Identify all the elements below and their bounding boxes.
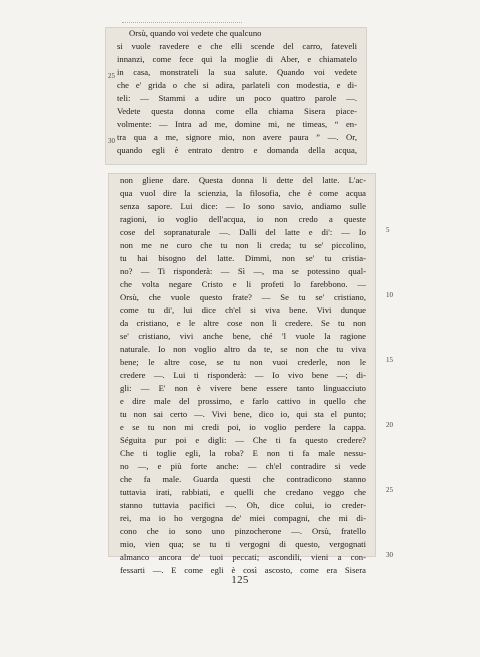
margin-line-number: 30 [108, 137, 115, 145]
text-line: credere —. Lui ti risponderà: — Io vivo bene —; di- [120, 370, 366, 380]
text-line: tu hai bisogno del latte. Dimmi, non se' tu cristia- [120, 253, 366, 263]
margin-line-number: 30 [386, 551, 393, 559]
text-line: non gliene dare. Questa donna li dette del latte. L'ac- [120, 175, 366, 185]
clipping-1-text [117, 27, 357, 157]
page-number: 125 [231, 574, 249, 586]
text-line: senza sapore. Lui dice: — Io sono savio, andiamo sulle [120, 201, 366, 211]
text-clipping-2 [108, 173, 376, 575]
text-line: teli: — Stammi a udire un poco quattro parole —. [117, 93, 357, 103]
text-line: gli: — E' non è vivere bene essere tanto linguacciuto [120, 383, 366, 393]
text-line: in casa, monstrateli la sua salute. Quando voi vedete [117, 67, 357, 77]
margin-line-number: 15 [386, 356, 393, 364]
text-line: Orsù, quando voi vedete che qualcuno [129, 28, 262, 38]
text-line: tra qua a me, signore mio, non avere paura ” —. Or, [117, 132, 357, 142]
text-line: e dire male del prossimo, e farlo cattivo in quello che [120, 396, 366, 406]
margin-line-number: 25 [108, 72, 115, 80]
text-line: tu non sai certo —. Vivi bene, dico io, qui sta el punto; [120, 409, 366, 419]
text-line: tuttavia irati, rabbiati, e quelli che credano veggo che [120, 487, 366, 497]
text-line: stanno tuttavia pacifici —. Oh, dice colui, io creder- [120, 500, 366, 510]
text-line: che volta negare Cristo e li profeti lo farebbono. — [120, 279, 366, 289]
text-line: si vuole ravedere e che elli scende del carro, fateveli [117, 41, 357, 51]
text-line: rei, ma io ho vergogna de' miei compagni, che mi di- [120, 513, 366, 523]
text-line: che fa male. Guarda questi che contradicono stanno [120, 474, 366, 484]
margin-line-number: 20 [386, 421, 393, 429]
text-line: Che ti toglie egli, la roba? E non ti fa male nessu- [120, 448, 366, 458]
text-line: Vedete questa donna come ella chiama Sisera piace- [117, 106, 357, 116]
text-line: che e' grida o che si adira, parlateli con modestia, e di- [117, 80, 357, 90]
text-line: cono che io sono uno pinzocherone —. Orsù, fratello [120, 526, 366, 536]
text-line: Orsù, che vuole questo frate? — Se tu se' cristiano, [120, 292, 366, 302]
text-line: innanzi, come fece qui la moglie di Aber, e chiamatelo [117, 54, 357, 64]
margin-line-number: 10 [386, 291, 393, 299]
text-line: Séguita pur poi e digli: — Che ti fa questo credere? [120, 435, 366, 445]
text-clipping-1 [105, 27, 367, 165]
text-line: cose del sopranaturale —. Dalli del latte e di': — Io [120, 227, 366, 237]
margin-line-number: 25 [386, 486, 393, 494]
text-line: naturale. Io non voglio altro da te, se non che tu viva [120, 344, 366, 354]
text-line: quando egli è entrato dentro e domanda della acqua, [117, 145, 357, 155]
text-line: non me ne curo che tu non li creda; tu se' piccolino, [120, 240, 366, 250]
text-line: da cristiano, e le altre cose non li credere. Se tu non [120, 318, 366, 328]
text-line: almanco ancora de' tuoi peccati; ascondili, vieni a con- [120, 552, 366, 562]
margin-line-number: 5 [386, 226, 390, 234]
text-line: fessarti —. E come egli è così ascosto, come era Sisera [120, 565, 366, 575]
text-line: ragioni, io voglio dell'acqua, io non credo a queste [120, 214, 366, 224]
clipping-2-text [120, 174, 366, 577]
text-line: mio, vien qua; se tu ti vergogni di questo, vergognati [120, 539, 366, 549]
text-line: no —, e più forte anche: — ch'el contradire si vede [120, 461, 366, 471]
text-line: bene; le altre cose, se tu non vuoi crederle, non le [120, 357, 366, 367]
text-line: no? — Ti risponderà: — Sì —, ma se potessino qual- [120, 266, 366, 276]
text-line: e se tu non mi credi poi, io voglio perdere la cappa. [120, 422, 366, 432]
text-line: qua vuol dire la scienzia, la filosofia, che è come acqua [120, 188, 366, 198]
text-line: volmente: — Intra ad me, domine mi, ne timeas, “ en- [117, 119, 357, 129]
text-line: come tu di', lui dice ch'el si viva bene. Vivi dunque [120, 305, 366, 315]
text-line: se' cristiano, vivi anche bene, ché 'l vuole la ragione [120, 331, 366, 341]
